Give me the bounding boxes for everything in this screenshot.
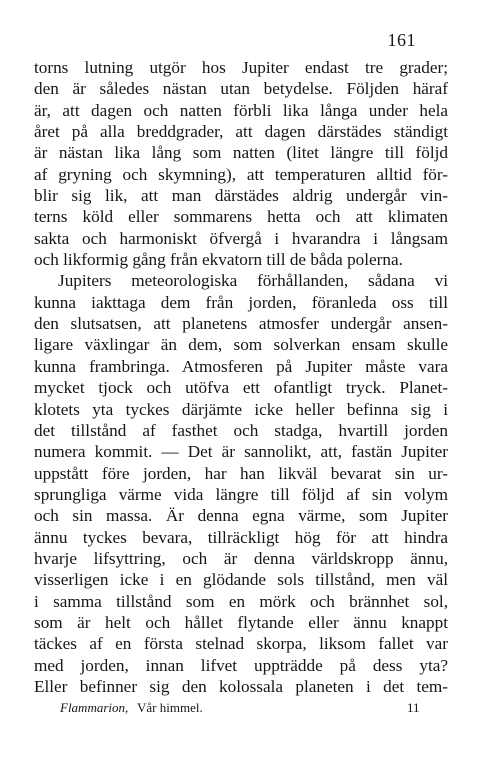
text-line: och sin massa. Är denna egna värme, som Jupiter: [34, 506, 448, 526]
text-line: sprungliga värme vida längre till följd af sin volym: [34, 484, 448, 504]
text-line: terns köld eller sommarens hetta och att klimaten: [34, 207, 448, 227]
text-line: kunna iakttaga dem från jorden, föranleda oss till: [34, 292, 448, 312]
text-line: Eller befinner sig den kolossala planeten i det tem-: [34, 676, 448, 696]
text-line: sakta och harmoniskt öfvergå i hvarandra i långsam: [34, 228, 448, 248]
text-line: är, att dagen och natten förbli lika långa under hela: [34, 100, 448, 120]
text-line: den är således nästan utan betydelse. Följden häraf: [34, 79, 448, 99]
text-line: uppstått före jorden, har han likväl bevarat sin ur-: [34, 463, 448, 483]
text-line: mycket tjock och utöfva ett ofantligt tryck. Planet-: [34, 378, 448, 398]
footer-author: Flammarion,: [60, 700, 129, 715]
footer-sheet-number: 11: [407, 700, 420, 715]
text-line: täckes af en första stelnad skorpa, liksom fallet var: [34, 634, 448, 654]
page-footer: [0, 700, 488, 722]
text-line: i samma tillstånd som en mörk och brännhet sol,: [34, 591, 448, 611]
text-line: med jorden, innan lifvet uppträdde på dess yta?: [34, 655, 448, 675]
footer-book-title: Vår himmel.: [137, 700, 203, 715]
text-line: ligare växlingar än dem, som solverkan ensam skulle: [34, 335, 448, 355]
text-line: hvarje lifsyttring, och är denna världskropp ännu,: [34, 548, 448, 568]
text-line: numera kommit. — Det är sannolikt, att, fastän Jupiter: [34, 442, 448, 462]
text-line: blir sig lik, att man därstädes aldrig undergår vin-: [34, 186, 448, 206]
page-number: 161: [387, 30, 416, 50]
text-line: den slutsatsen, att planetens atmosfer undergår ansen-: [34, 314, 448, 334]
text-line: året på alla breddgrader, att dagen därstädes ständigt: [34, 122, 448, 142]
text-line: kunna frambringa. Atmosferen på Jupiter måste vara: [34, 356, 448, 376]
text-line: ännu tyckes bevara, tillräckligt hög för att hindra: [34, 527, 448, 547]
text-line: klotets yta tyckes därjämte icke heller befinna sig i: [34, 399, 448, 419]
text-line: torns lutning utgör hos Jupiter endast tre grader;: [34, 58, 448, 77]
body-text: [34, 57, 448, 697]
paragraph-first-line: Jupiters meteorologiska förhållanden, sådana vi: [58, 271, 448, 291]
text-line: af gryning och skymning), att temperaturen alltid för-: [34, 164, 448, 184]
text-line: visserligen icke i en glödande sols tillstånd, men väl: [34, 570, 448, 590]
text-line: som är helt och hållet flytande eller ännu knappt: [34, 612, 448, 632]
text-line: är nästan lika lång som natten (litet längre till följd: [34, 143, 448, 163]
text-line: det tillstånd af fasthet och stadga, hvartill jorden: [34, 420, 448, 440]
text-line: och likformig gång från ekvatorn till de båda polerna.: [34, 250, 403, 270]
